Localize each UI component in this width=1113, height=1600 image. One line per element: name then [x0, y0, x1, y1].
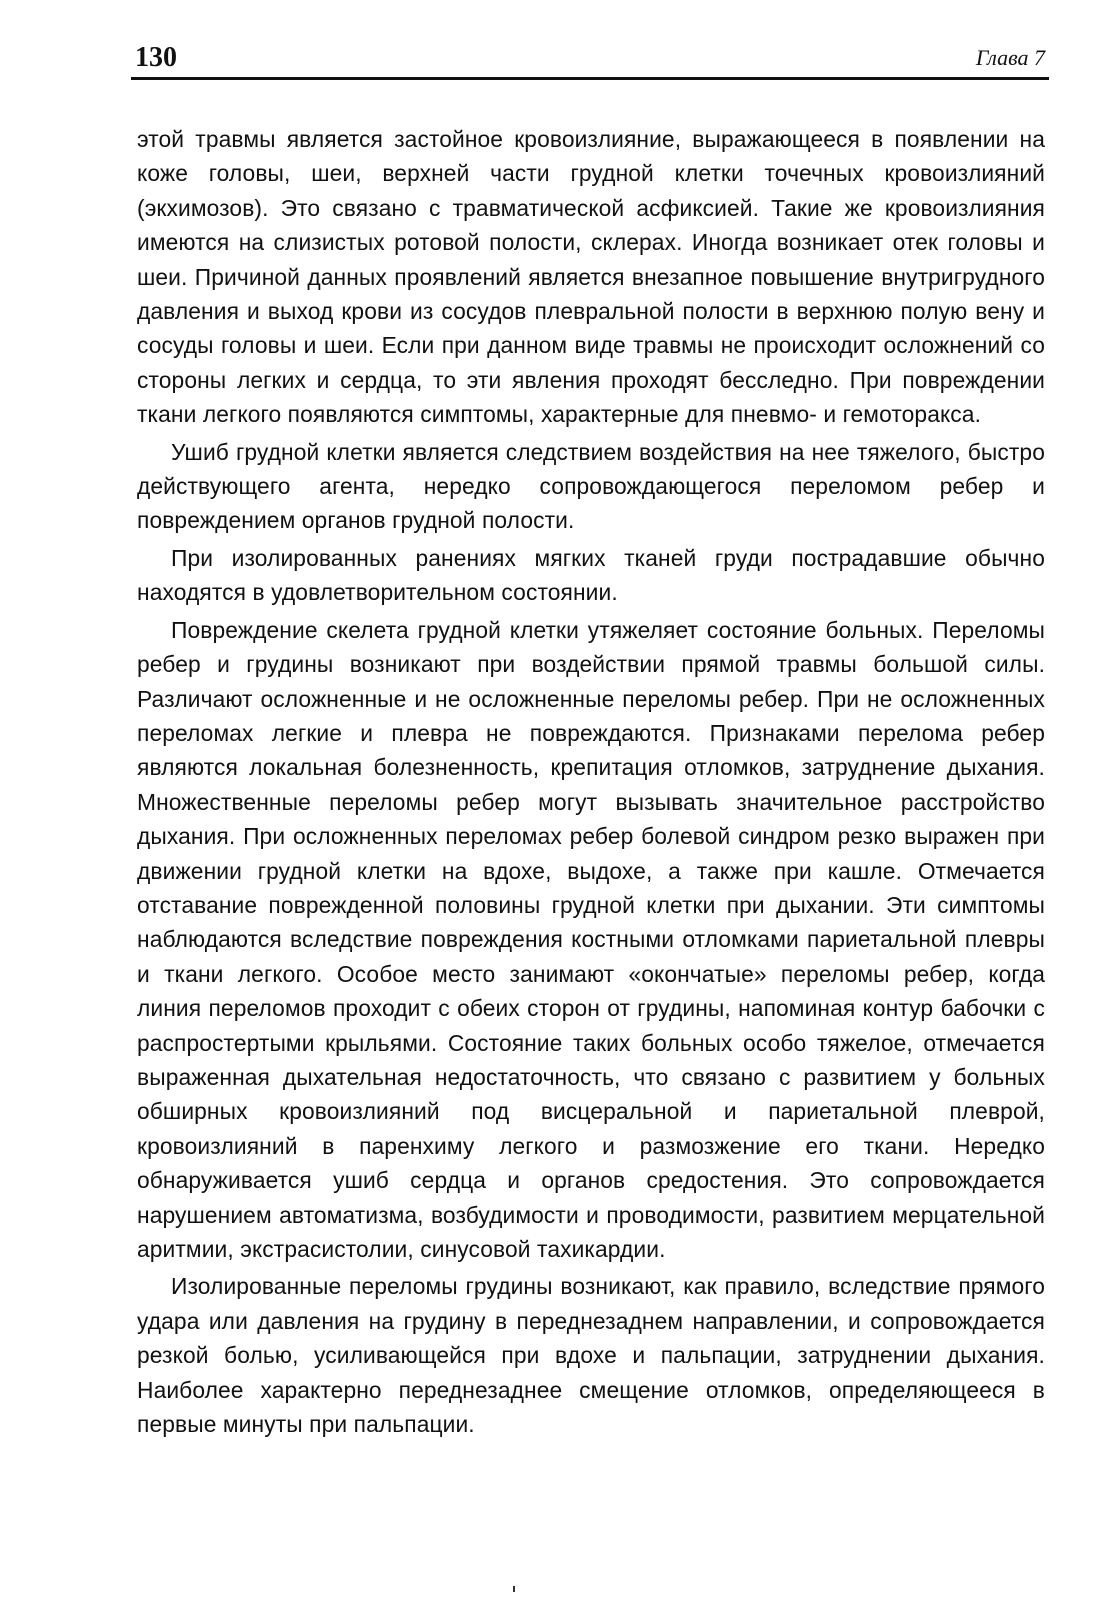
page-header — [135, 40, 1047, 80]
paragraph-continued: этой травмы является застойное кровоизлияние, выражающееся в появлении на коже головы, шеи, верхней части грудной клетки точечных кровоизлияний (экхимозов). Это связано с травматической асфиксией. Такие же кровоизлияния имеются на слизистых ротовой полости, склерах. Иногда возникает отек головы и шеи. Причиной данных проявлений является внезапное повышение внутригрудного давления и выход крови из сосудов плевральной полости в верхнюю полую вену и сосуды головы и шеи. Если при данном виде травмы не происходит осложнений со стороны легких и сердца, то эти явления проходят бесследно. При повреждении ткани легкого появляются симптомы, характерные для пневмо- и гемоторакса. — [137, 126, 1045, 428]
page-number: 130 — [135, 42, 177, 73]
scan-mark — [513, 1586, 515, 1592]
paragraph-soft-tissue-wounds: При изолированных ранениях мягких тканей груди пострадавшие обычно находятся в удовлетворительном состоянии. — [137, 544, 1045, 606]
body-text — [137, 122, 1045, 1444]
header-divider — [131, 77, 1049, 80]
paragraph-sternum-fractures: Изолированные переломы грудины возникают, как правило, вследствие прямого удара или давления на грудину в переднезаднем направлении, и сопровождается резкой болью, усиливающейся при вдохе и пальпации, затруднении дыхания. Наиболее характерно переднезаднее смещение отломков, определяющееся в первые минуты при пальпации. — [137, 1273, 1045, 1438]
paragraph-chest-contusion: Ушиб грудной клетки является следствием воздействия на нее тяжелого, быстро действующего агента, нередко сопровождающегося переломом ребер и повреждением органов грудной полости. — [137, 438, 1045, 534]
chapter-running-head: Глава 7 — [975, 45, 1045, 70]
paragraph-rib-fractures: Повреждение скелета грудной клетки утяжеляет состояние больных. Переломы ребер и грудины возникают при воздействии прямой травмы большой силы. Различают осложненные и не осложненные переломы ребер. При не осложненных переломах легкие и плевра не повреждаются. Признаками перелома ребер являются локальная болезненность, крепитация отломков, затруднение дыхания. Множественные переломы ребер могут вызывать значительное расстройство дыхания. При осложненных переломах ребер болевой синдром резко выражен при движении грудной клетки на вдохе, выдохе, а также при кашле. Отмечается отставание поврежденной половины грудной клетки при дыхании. Эти симптомы наблюдаются вследствие повреждения костными отломками париетальной плевры и ткани легкого. Особое место занимают «окончатые» переломы ребер, когда линия переломов проходит с обеих сторон от грудины, напоминая контур бабочки с распростертыми крыльями. Состояние таких больных особо тяжелое, отмечается выраженная дыхательная недостаточность, что связано с развитием у больных обширных кровоизлияний под висцеральной и париетальной плеврой, кровоизлияний в паренхиму легкого и размозжение его ткани. Нередко обнаруживается ушиб сердца и органов средостения. Это сопровождается нарушением автоматизма, возбудимости и проводимости, развитием мерцательной аритмии, экстрасистолии, синусовой тахикардии. — [137, 616, 1045, 1262]
